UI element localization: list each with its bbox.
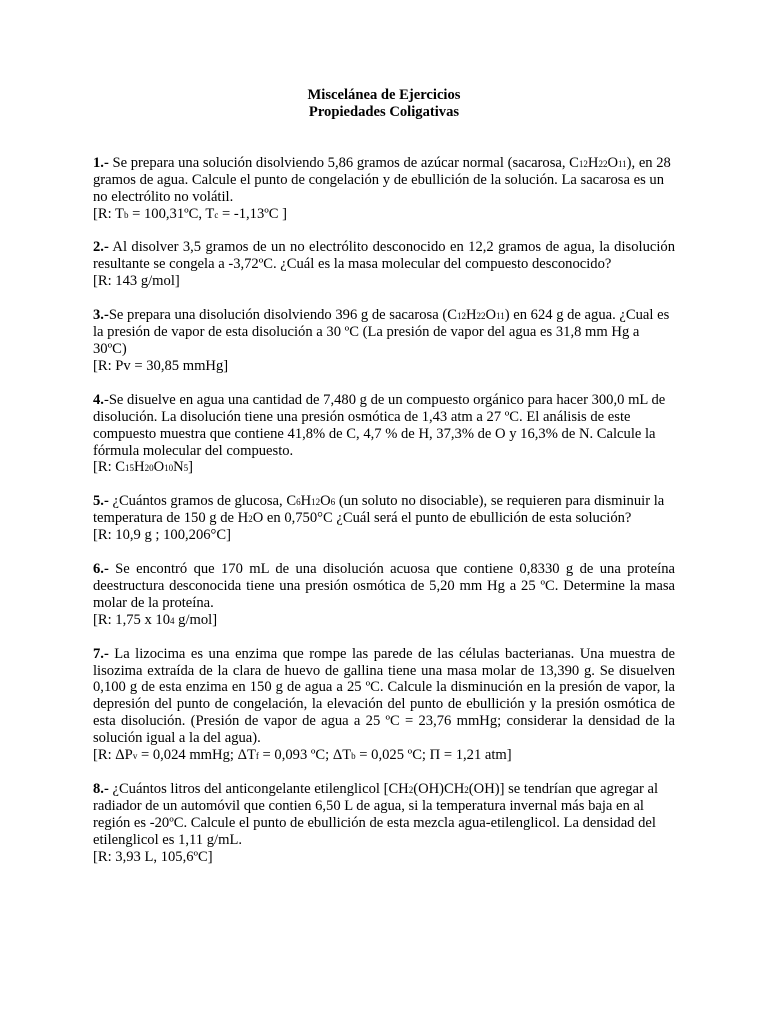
text-run: O <box>607 154 618 171</box>
text-run: N <box>173 459 184 476</box>
document-subtitle: Propiedades Coligativas <box>308 103 460 120</box>
exercise-answer <box>93 527 675 544</box>
exercise-5 <box>93 493 675 544</box>
exercise-6 <box>93 561 675 629</box>
text-run: O <box>485 307 497 324</box>
exercise-answer <box>93 612 675 629</box>
exercise-answer <box>93 273 675 290</box>
exercise-number: 8.- <box>93 781 109 797</box>
text-run: = -1,13ºC ] <box>218 205 288 222</box>
text-run: (OH)] se tendrían que agregar al radiador de un automóvil que contien 6,50 L de agua, si la temperatura invernal más baja en al región es -20ºC. Calcule el punto de ebullición de esta mezcla agua-etilenglicol. La densidad del etilenglicol es 1,11 g/mL. <box>93 781 659 848</box>
subscript: 11 <box>496 311 505 322</box>
text-run: = 100,31ºC, T <box>128 205 215 222</box>
exercise-answer <box>93 849 675 866</box>
subscript: 22 <box>598 158 608 169</box>
exercise-statement <box>93 561 675 612</box>
text-run: [R: 3,93 L, 105,6ºC] <box>93 848 213 865</box>
exercise-number: 6.- <box>93 561 109 578</box>
text-run: ] <box>188 459 194 476</box>
text-run: (un soluto no disociable), se requieren para disminuir la temperatura de 150 g de H <box>93 493 665 527</box>
text-run: H <box>587 154 599 171</box>
text-run: ), en 28 gramos de agua. Calcule el punto de congelación y de ebullición de la solución. La sacarosa es un no electrólito no volátil. <box>93 154 671 205</box>
exercise-number: 1.- <box>93 154 109 171</box>
text-run: (OH)CH <box>413 781 465 797</box>
text-run: [R: 1,75 x 10 <box>93 611 171 628</box>
exercise-list <box>93 155 675 866</box>
text-run: H <box>300 493 312 510</box>
exercise-3 <box>93 307 675 375</box>
text-run: Al disolver 3,5 gramos de un no electrólito desconocido en 12,2 gramos de agua, la disolución resultante se congela a -3,72ºC. ¿Cuál es la masa molecular del compuesto desconocido? <box>93 239 675 273</box>
text-run: = 0,025 ºC; Π = 1,21 atm] <box>355 747 512 764</box>
exercise-number: 7.- <box>93 645 109 662</box>
exercise-statement <box>93 239 675 273</box>
text-run: g/mol] <box>174 611 218 628</box>
subscript: 12 <box>311 497 321 508</box>
exercise-7 <box>93 646 675 764</box>
text-run: ¿Cuántos litros del anticongelante etilenglicol [CH <box>108 781 409 797</box>
exercise-1 <box>93 155 675 223</box>
exercise-number: 2.- <box>93 239 109 256</box>
exercise-statement <box>93 493 675 527</box>
text-run: [R: ΔP <box>93 747 133 764</box>
text-run: La lizocima es una enzima que rompe las parede de las células bacterianas. Una muestra de lisozima extraída de la clara de huevo de gallina tiene una masa molar de 13,390 g. Se disuelven 0,100 g de esta enzima en 150 g de agua a 25 ºC. Calcule la disminución en la presión de vapor, la depresión del punto de congelación, la elevación del punto de ebullición y la presión osmótica de esta disolución. (Presión de vapor de agua a 25 ºC = 23,76 mmHg; considerar la densidad de la solución igual a la del agua). <box>93 645 675 747</box>
exercise-8 <box>93 781 675 866</box>
text-run: H <box>134 459 145 476</box>
text-run: O en 0,750°C ¿Cuál será el punto de ebullición de esta solución? <box>252 510 632 527</box>
subscript: 6 <box>330 497 336 508</box>
text-run: -Se disuelve en agua una cantidad de 7,480 g de un compuesto orgánico para hacer 300,0 mL de disolución. La disolución tiene una presión osmótica de 1,43 atm a 27 ºC. El análisis de este compuesto muestra que contiene 41,8% de C, 4,7 % de H, 37,3% de O y 16,3% de N. Calcule la fórmula molecular del compuesto. <box>93 391 666 459</box>
subscript: 2 <box>408 785 414 795</box>
subscript: 12 <box>456 311 466 322</box>
text-run: O <box>153 459 165 476</box>
subscript: b <box>123 209 129 220</box>
exercise-answer <box>93 206 675 223</box>
text-run: = 0,093 ºC; ΔT <box>258 747 352 764</box>
subscript: 10 <box>164 463 174 474</box>
text-run: Se prepara una disolución disolviendo 396 g de sacarosa (C <box>108 307 457 324</box>
exercise-statement <box>93 307 675 358</box>
subscript: 15 <box>125 463 135 474</box>
exercise-number: 4. <box>93 391 104 408</box>
subscript: 5 <box>183 463 189 474</box>
exercise-answer <box>93 459 675 476</box>
text-run: Se encontró que 170 mL de una disolución acuosa que contiene 0,8330 g de una proteína deestructura desconocida tiene una presión osmótica de 5,20 mm Hg a 25 ºC. Determine la masa molar de la proteína. <box>93 561 675 611</box>
subscript: c <box>214 209 219 220</box>
exercise-number: 3.- <box>93 307 109 324</box>
document-title: Miscelánea de Ejercicios <box>307 87 461 103</box>
subscript: 4 <box>170 615 175 626</box>
text-run: = 0,024 mmHg; ΔT <box>137 747 256 764</box>
text-run: Se prepara una solución disolviendo 5,86 gramos de azúcar normal (sacarosa, C <box>108 154 579 171</box>
text-run: O <box>320 493 331 510</box>
exercise-4 <box>93 392 675 477</box>
text-run: [R: T <box>93 205 124 222</box>
subscript: 20 <box>144 463 154 474</box>
subscript: v <box>132 751 138 762</box>
exercise-statement <box>93 392 675 460</box>
exercise-statement <box>93 781 675 849</box>
exercise-number: 5.- <box>93 493 109 510</box>
text-run: [R: Pv = 30,85 mmHg] <box>93 357 229 374</box>
text-run: H <box>465 307 477 324</box>
subscript: 22 <box>476 311 486 322</box>
text-run: [R: C <box>93 459 126 476</box>
subscript: 12 <box>578 158 588 169</box>
subscript: 6 <box>296 497 301 508</box>
exercise-2 <box>93 239 675 290</box>
subscript: 2 <box>464 785 469 795</box>
exercise-statement <box>93 646 675 747</box>
subscript: 11 <box>618 158 627 169</box>
exercise-answer <box>93 747 675 764</box>
document-page <box>93 87 675 883</box>
text-run: ¿Cuántos gramos de glucosa, C <box>108 493 297 510</box>
text-run: ) en 624 g de agua. ¿Cual es la presión de vapor de esta disolución a 30 ºC (La presión de vapor del agua es 31,8 mm Hg a 30ºC) <box>93 307 670 357</box>
subscript: 2 <box>248 514 253 525</box>
exercise-answer <box>93 358 675 375</box>
document-header <box>93 87 675 121</box>
exercise-statement <box>93 155 675 206</box>
subscript: f <box>255 751 259 762</box>
subscript: b <box>351 751 356 762</box>
text-run: [R: 143 g/mol] <box>93 273 180 290</box>
text-run: [R: 10,9 g ; 100,206°C] <box>93 527 231 544</box>
